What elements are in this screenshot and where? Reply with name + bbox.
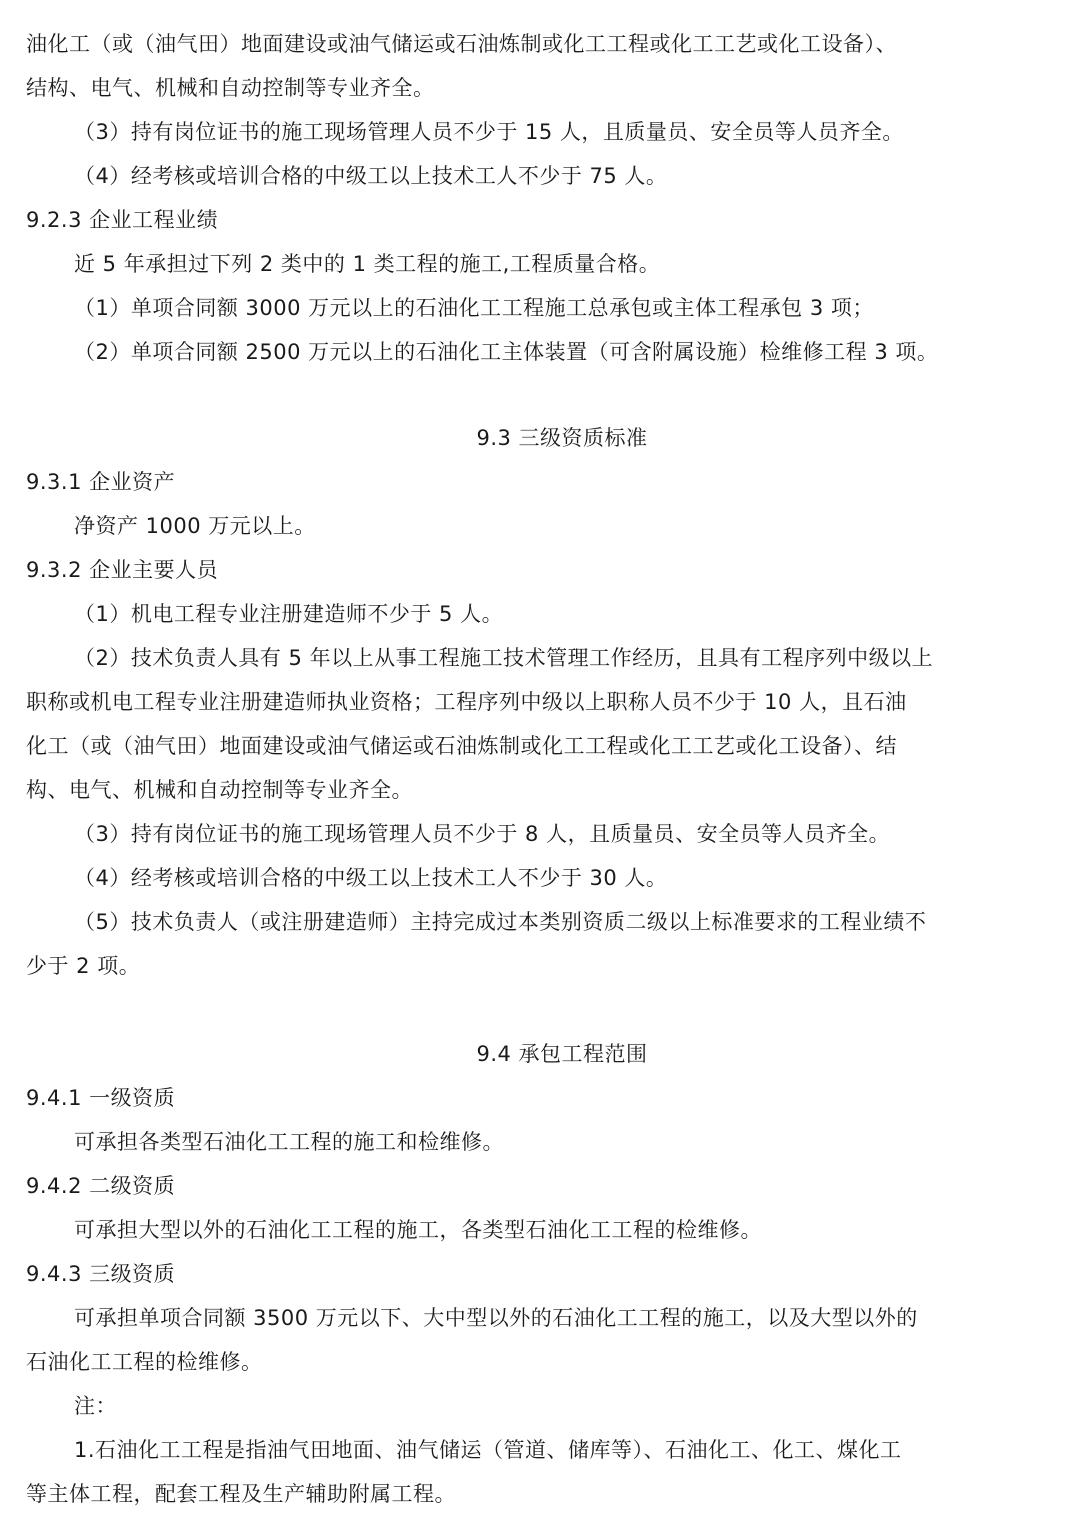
text-line: 职称或机电工程专业注册建造师执业资格；工程序列中级以上职称人员不少于 10 人，且石油 [26, 690, 907, 714]
note-item: 1.石油化工工程是指油气田地面、油气储运（管道、储库等）、石油化工、化工、煤化工 [74, 1438, 902, 1462]
list-item: （3）持有岗位证书的施工现场管理人员不少于 8 人，且质量员、安全员等人员齐全。 [74, 822, 891, 846]
paragraph: 可承担单项合同额 3500 万元以下、大中型以外的石油化工工程的施工，以及大型以外的 [74, 1306, 918, 1330]
section-heading: 9.4.2 二级资质 [26, 1174, 176, 1198]
text-line: 等主体工程，配套工程及生产辅助附属工程。 [26, 1482, 456, 1506]
section-heading: 9.4.1 一级资质 [26, 1086, 176, 1110]
paragraph: 净资产 1000 万元以上。 [74, 514, 316, 538]
text-line: 少于 2 项。 [26, 954, 141, 978]
section-heading: 9.2.3 企业工程业绩 [26, 208, 219, 232]
paragraph: 可承担各类型石油化工工程的施工和检维修。 [74, 1130, 504, 1154]
list-item: （3）持有岗位证书的施工现场管理人员不少于 15 人，且质量员、安全员等人员齐全。 [74, 120, 904, 144]
chapter-title: 9.3 三级资质标准 [476, 426, 648, 450]
paragraph: 近 5 年承担过下列 2 类中的 1 类工程的施工,工程质量合格。 [74, 252, 661, 276]
list-item: （1）单项合同额 3000 万元以上的石油化工工程施工总承包或主体工程承包 3 项； [74, 296, 874, 320]
list-item: （1）机电工程专业注册建造师不少于 5 人。 [74, 602, 504, 626]
spacer [26, 374, 1058, 416]
section-heading: 9.3.2 企业主要人员 [26, 558, 219, 582]
list-item: （4）经考核或培训合格的中级工以上技术工人不少于 75 人。 [74, 164, 668, 188]
text-line: 结构、电气、机械和自动控制等专业齐全。 [26, 76, 435, 100]
note-label: 注： [74, 1394, 117, 1418]
list-item: （4）经考核或培训合格的中级工以上技术工人不少于 30 人。 [74, 866, 668, 890]
text-line: 化工（或（油气田）地面建设或油气储运或石油炼制或化工工程或化工工艺或化工设备）、结 [26, 734, 897, 758]
list-item: （2）技术负责人具有 5 年以上从事工程施工技术管理工作经历，且具有工程序列中级以上 [74, 646, 934, 670]
paragraph: 可承担大型以外的石油化工工程的施工，各类型石油化工工程的检维修。 [74, 1218, 762, 1242]
section-heading: 9.3.1 企业资产 [26, 470, 176, 494]
list-item: （5）技术负责人（或注册建造师）主持完成过本类别资质二级以上标准要求的工程业绩不 [74, 910, 927, 934]
spacer [26, 988, 1058, 1032]
list-item: （2）单项合同额 2500 万元以上的石油化工主体装置（可含附属设施）检维修工程 3 项。 [74, 340, 939, 364]
text-line: 石油化工工程的检维修。 [26, 1350, 263, 1374]
text-line: 油化工（或（油气田）地面建设或油气储运或石油炼制或化工工程或化工工艺或化工设备）、 [26, 32, 897, 56]
section-heading: 9.4.3 三级资质 [26, 1262, 176, 1286]
text-line: 构、电气、机械和自动控制等专业齐全。 [26, 778, 413, 802]
chapter-title: 9.4 承包工程范围 [476, 1042, 648, 1066]
